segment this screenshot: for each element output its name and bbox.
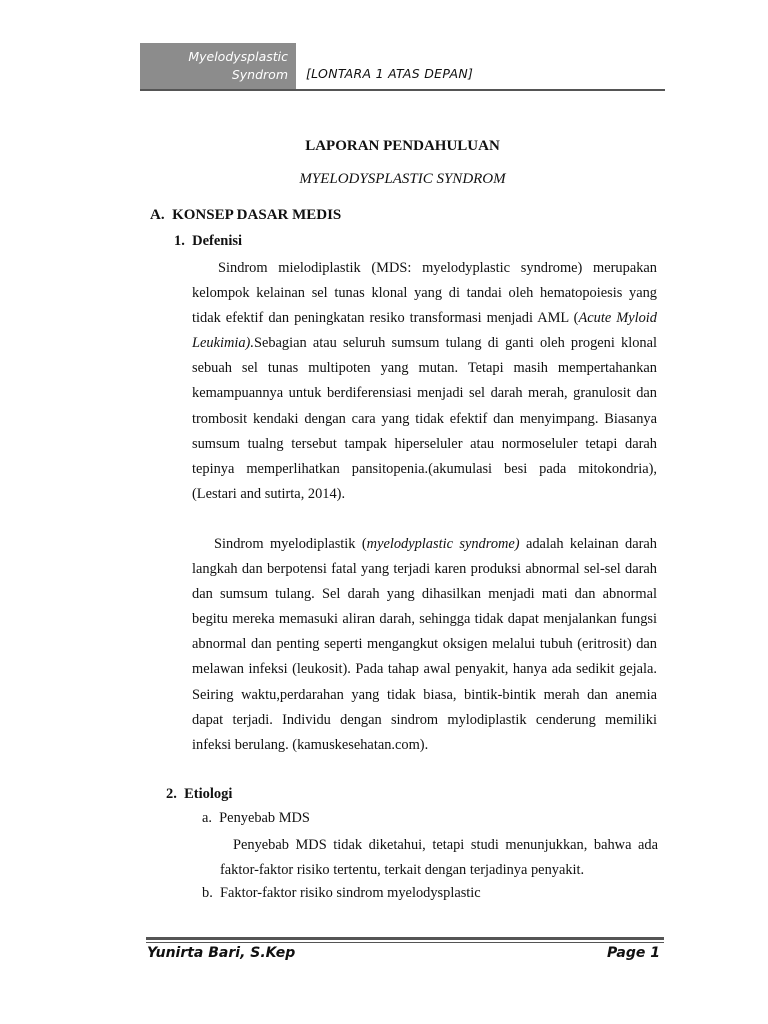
header-divider bbox=[140, 89, 665, 91]
footer-divider-thin bbox=[146, 942, 664, 943]
paragraph-definition-1 bbox=[192, 256, 657, 507]
section-heading-a: A. KONSEP DASAR MEDIS bbox=[150, 207, 342, 223]
subsection-heading-etiologi: 2. Etiologi bbox=[166, 786, 233, 802]
list-item-a-heading: a. Penyebab MDS bbox=[202, 810, 310, 826]
footer-divider-thick bbox=[146, 937, 664, 940]
footer-page-number: Page 1 bbox=[607, 945, 660, 961]
paragraph-definition-2-text-b: adalah kelainan darah langkah dan berpotensi fatal yang terjadi karen produksi abnormal sel-sel darah dan sumsum tulang. Sel darah yang dihasilkan menjadi mati dan abnormal begitu mereka memasuki aliran darah, sehingga tidak dapat menjalankan fungsi abnormal dan penting seperti mengangkut oksigen melalui tubuh (eritrosit) dan melawan infeksi (leukosit). Pada tahap awal penyakit, hanya ada sedikit gejala. Seiring waktu,perdarahan yang tidak biasa, bintik-bintik merah dan anemia dapat terjadi. Individu dengan sindrom mylodiplastik cenderung memiliki infeksi berulang. (kamuskesehatan.com). bbox=[192, 536, 657, 753]
footer-author: Yunirta Bari, S.Kep bbox=[147, 945, 296, 961]
paragraph-definition-2-text-a: Sindrom myelodiplastik ( bbox=[214, 536, 367, 552]
list-item-b-heading: b. Faktor-faktor risiko sindrom myelodysplastic bbox=[202, 885, 481, 901]
paragraph-definition-2 bbox=[192, 532, 657, 758]
header-label-box bbox=[140, 43, 296, 89]
paragraph-definition-1-text-a: Sindrom mielodiplastik (MDS: myelodyplastic syndrome) merupakan kelompok kelainan sel tunas klonal yang di tandai oleh hematopoiesis yang tidak efektif dan peningkatan resiko transformasi menjadi AML ( bbox=[192, 260, 657, 327]
list-item-a-text: Penyebab MDS tidak diketahui, tetapi studi menunjukkan, bahwa ada faktor-faktor risiko tertentu, terkait dengan terjadinya penyakit. bbox=[220, 837, 658, 879]
header-title: [LONTARA 1 ATAS DEPAN] bbox=[306, 66, 474, 81]
subsection-heading-defenisi: 1. Defenisi bbox=[174, 233, 243, 249]
header-label-line1: Myelodysplastic bbox=[188, 49, 288, 64]
paragraph-definition-2-italic: myelodyplastic syndrome) bbox=[366, 536, 520, 552]
paragraph-definition-1-italic: Acute Myloid Leukimia). bbox=[192, 310, 657, 352]
header-label-line2: Syndrom bbox=[231, 67, 288, 82]
document-title: LAPORAN PENDAHULUAN bbox=[305, 138, 500, 154]
document-subtitle: MYELODYSPLASTIC SYNDROM bbox=[299, 171, 506, 187]
paragraph-definition-1-text-b: Sebagian atau seluruh sumsum tulang di ganti oleh progeni klonal sebuah sel tunas multipoten yang mutan. Tetapi masih mempertahankan kemampuannya untuk berdiferensiasi menjadi sel darah merah, granulosit dan trombosit kendaki dengan cara yang tidak efektif dan menyimpang. Biasanya sumsum tualng tersebut tampak hiperseluler atau normoseluler tetapi darah tepinya memperlihatkan pansitopenia.(akumulasi besi pada mitokondria), (Lestari and sutirta, 2014). bbox=[192, 335, 657, 502]
